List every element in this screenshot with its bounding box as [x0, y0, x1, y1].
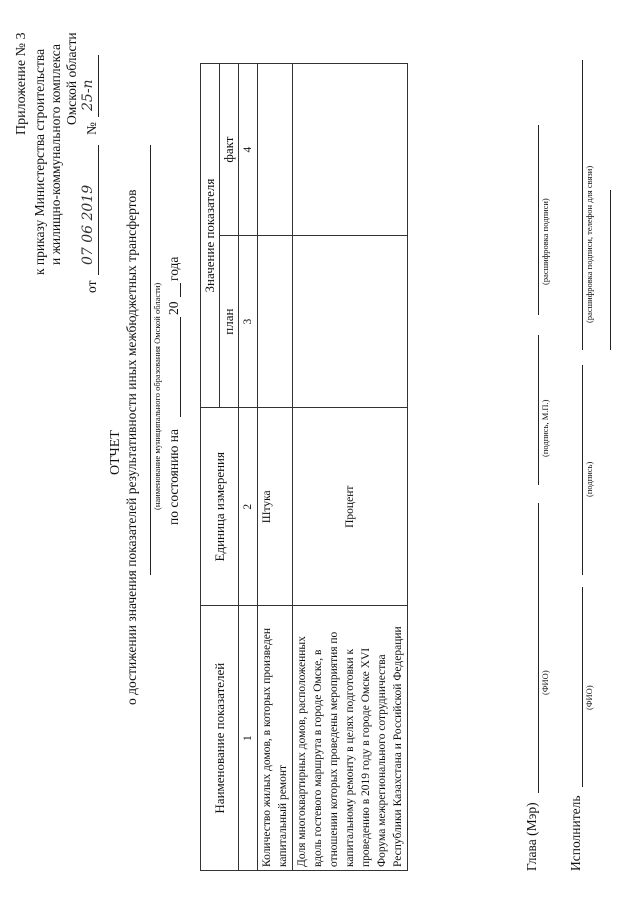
header-unit: Единица измерения: [201, 408, 239, 606]
header-fact: факт: [220, 64, 239, 236]
order-date: 07 06 2019: [80, 184, 96, 265]
report-title: ОТЧЕТ: [108, 430, 123, 475]
order-number: 25-п: [80, 79, 96, 111]
head-fio-caption: (ФИО): [540, 670, 550, 695]
order-line-1: к приказу Министерства строительства: [32, 48, 47, 275]
row-2-plan: [293, 236, 408, 408]
head-decode-caption: (расшифровка подписи): [540, 198, 550, 285]
executor-fio-line: [582, 587, 583, 787]
header-plan: план: [220, 236, 239, 408]
row-2-name: Доля многоквартирных домов, расположенных вдоль гостевого маршрута в городе Омске, в отношении которых проведены мероприятия по капитальному ремонту в целях подготовки к проведению в 2019 году в городе Омске XVI Форума межрегионального сотрудничества Республики Казахстана и Российской Федерации: [293, 606, 408, 871]
head-fio-line: [538, 503, 539, 793]
row-1-plan: [258, 236, 293, 408]
col-number-3: 3: [239, 236, 258, 408]
executor-decode-caption: (расшифровка подписи, телефон для связи): [584, 165, 594, 323]
order-line-2: и жилищно-коммунального комплекса: [48, 44, 63, 265]
executor-fio-caption: (ФИО): [584, 685, 594, 710]
table-col-number-row: [239, 64, 258, 871]
row-1-unit: Штука: [258, 408, 293, 606]
executor-decode-line: [582, 60, 583, 350]
table-header-row: [201, 64, 220, 871]
year-prefix: 20: [166, 301, 181, 315]
table-row: [293, 64, 408, 871]
head-sign-line: [538, 335, 539, 485]
executor-label: Исполнитель: [568, 795, 583, 871]
as-of-prefix: по состоянию на: [166, 429, 181, 525]
as-of-date-line: [180, 317, 181, 417]
order-number-label: №: [84, 122, 99, 135]
row-2-fact: [293, 64, 408, 236]
year-suffix: года: [166, 256, 181, 281]
order-line-3: Омской области: [64, 32, 79, 125]
executor-sign-line: [582, 365, 583, 575]
header-name: Наименование показателей: [201, 606, 239, 871]
municipality-caption: (наименование муниципального образования Омской области): [152, 282, 162, 510]
col-number-4: 4: [239, 64, 258, 236]
head-decode-line: [538, 125, 539, 315]
row-2-unit: Процент: [293, 408, 408, 606]
head-label: Глава (Мэр): [524, 802, 539, 871]
row-1-fact: [258, 64, 293, 236]
appendix-title: Приложение № 3: [14, 32, 29, 135]
municipality-line: [150, 145, 151, 575]
order-date-line: [98, 145, 99, 275]
head-sign-caption: (подпись, М.П.): [540, 399, 550, 457]
phone-line: [610, 190, 611, 350]
order-number-line: [98, 55, 99, 117]
order-from-label: от: [84, 280, 99, 293]
table-row: [258, 64, 293, 871]
col-number-2: 2: [239, 408, 258, 606]
row-1-name: Количество жилых домов, в которых произведен капитальный ремонт: [258, 606, 293, 871]
year-line: [180, 283, 181, 297]
col-number-1: 1: [239, 606, 258, 871]
indicators-table: [200, 63, 408, 871]
header-value: Значение показателя: [201, 64, 220, 408]
executor-sign-caption: (подпись): [584, 461, 594, 497]
report-subtitle: о достижении значения показателей результативности иных межбюджетных трансфертов: [124, 189, 139, 705]
